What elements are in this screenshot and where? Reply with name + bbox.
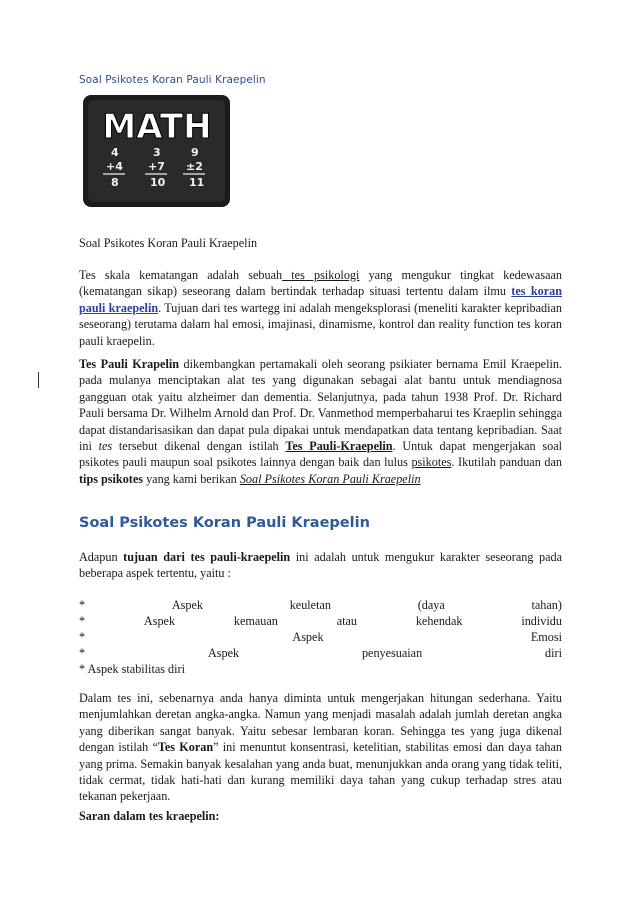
link-tes-psikologi[interactable]: tes psikologi	[282, 268, 360, 282]
sum3-a: 9	[191, 146, 199, 159]
aspect-line-5: * Aspek stabilitas diri	[79, 662, 185, 676]
saran-heading: Saran dalam tes kraepelin:	[79, 809, 220, 823]
sum2-b: +7	[148, 160, 165, 173]
board-word: MATH	[102, 107, 212, 147]
paragraph-explanation: Dalam tes ini, sebenarnya anda hanya diminta untuk mengerjakan hitungan sederhana. Yaitu menjumlahkan deretan angka-angka. Namun yang menjadi masalah adalah jumlah deretan angka yang diberikan sangat banyak. Yaitu sebesar lembaran koran. Sehingga tes yang juga dikenal dengan istilah “Tes Koran” ini menuntut konsentrasi, ketelitian, stabilitas emosi dan daya tahan yang prima. Semakin banyak kesalahan yang anda buat, menunjukkan anda orang yang tidak teliti, tidak cermat, tidak hati-hati dan kurang memiliki daya tahan yang cukup terhadap stres atau tekanan pekerjaan.	[79, 691, 562, 804]
paragraph-history: Tes Pauli Krapelin dikembangkan pertamakali oleh seorang psikiater bernama Emil Kraepelin. pada mulanya menciptakan alat tes yang digunakan sebagai alat bantu untuk mendiagnosa gangguan otak yaitu alzheimer dan dementia. Selanjutnya, pada tahun 1938 Prof. Dr. Richard Pauli bersama Dr. Wilhelm Arnold dan Prof. Dr. Vanmethod memperbaharui tes Kraeplin sehingga dapat distandarisasikan dan dapat pula dipakai untuk mendapatkan data tentang kepribadian. Saat ini tes tersebut dikenal dengan istilah Tes Pauli-Kraepelin. Untuk dapat mengerjakan soal psikotes pauli maupun soal psikotes lainnya dengan baik dan lulus psikotes. Ikutilah panduan dan tips psikotes yang kami berikan Soal Psikotes Koran Pauli Kraepelin	[79, 357, 563, 486]
aspect-line-2: * Aspek kemauan atau kehendak individu	[79, 614, 562, 628]
tes-pauli-kraepelin-term: Tes Pauli-Kraepelin	[285, 439, 393, 454]
aspect-line-1: * Aspek keuletan (daya tahan)	[79, 598, 562, 612]
text-cursor	[38, 372, 39, 388]
sum2-a: 3	[153, 146, 161, 159]
link-psikotes[interactable]: psikotes	[411, 455, 452, 470]
paragraph-intro: Tes skala kematangan adalah sebuah tes psikologi yang mengukur tingkat kedewasaan (kematangan sikap) seseorang dalam bertindak terhadap situasi tertentu dalam ilmu tes koran pauli kraepelin. Tujuan dari tes wartegg ini adalah mengeksplorasi (meneliti karakter kepribadian seseorang) terutama dalam hal emosi, imajinasi, dinamisme, kontrol dan reality function tes koran pauli kraepelin.	[79, 268, 562, 348]
image-caption: Soal Psikotes Koran Pauli Kraepelin	[79, 236, 258, 250]
sum1-a: 4	[111, 146, 119, 159]
link-soal-psikotes[interactable]: Soal Psikotes Koran Pauli Kraepelin	[239, 471, 421, 486]
sum3-c: 11	[189, 176, 205, 189]
section-heading: Soal Psikotes Koran Pauli Kraepelin	[79, 515, 370, 531]
sum1-c: 8	[111, 176, 119, 189]
aspect-line-3: * Aspek Emosi	[79, 630, 562, 644]
paragraph-purpose: Adapun tujuan dari tes pauli-kraepelin ini adalah untuk mengukur karakter seseorang pada beberapa aspek tertentu, yaitu :	[79, 550, 562, 581]
sum1-b: +4	[106, 160, 123, 173]
aspect-line-4: * Aspek penyesuaian diri	[79, 646, 562, 660]
sum2-c: 10	[150, 176, 166, 189]
top-title: Soal Psikotes Koran Pauli Kraepelin	[79, 74, 266, 86]
sum3-b: ±2	[186, 160, 203, 173]
math-chalkboard-image	[79, 92, 234, 210]
link-tes-koran[interactable]: tes koran pauli kraepelin	[79, 284, 562, 315]
